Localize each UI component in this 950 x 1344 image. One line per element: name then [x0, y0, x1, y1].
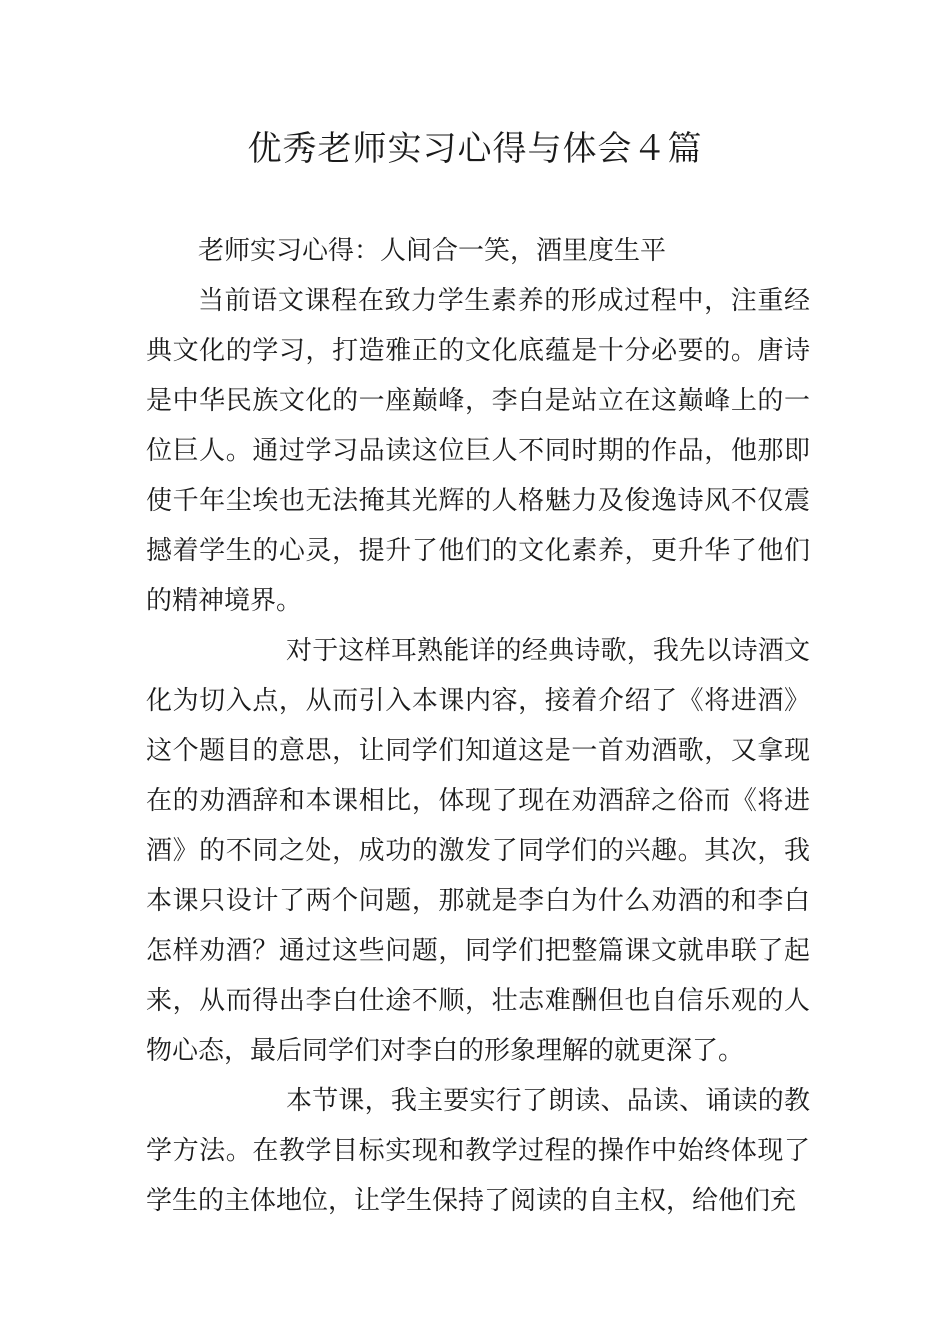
- paragraph-1: 当前语文课程在致力学生素养的形成过程中，注重经典文化的学习，打造雅正的文化底蕴是十分必要的。唐诗是中华民族文化的一座巅峰，李白是站立在这巅峰上的一位巨人。通过学习品读这位巨人不同时期的作品，他那即使千年尘埃也无法掩其光辉的人格魅力及俊逸诗风不仅震撼着学生的心灵，提升了他们的文化素养，更升华了他们的精神境界。: [146, 286, 810, 616]
- document-title: 优秀老师实习心得与体会４篇: [247, 129, 703, 169]
- subheading: 老师实习心得：人间合一笑，酒里度生平: [198, 236, 667, 266]
- document-body: [146, 226, 810, 1226]
- paragraph-2: 对于这样耳熟能详的经典诗歌，我先以诗酒文化为切入点，从而引入本课内容，接着介绍了《将进酒》这个题目的意思，让同学们知道这是一首劝酒歌，又拿现在的劝酒辞和本课相比，体现了现在劝酒辞之俗而《将进酒》的不同之处，成功的激发了同学们的兴趣。其次，我本课只设计了两个问题，那就是李白为什么劝酒的和李白怎样劝酒？通过这些问题，同学们把整篇课文就串联了起来，从而得出李白仕途不顺，壮志难酬但也自信乐观的人物心态，最后同学们对李白的形象理解的就更深了。: [146, 636, 810, 1066]
- paragraph-3: 本节课，我主要实行了朗读、品读、诵读的教学方法。在教学目标实现和教学过程的操作中始终体现了学生的主体地位，让学生保持了阅读的自主权，给他们充: [146, 1086, 810, 1216]
